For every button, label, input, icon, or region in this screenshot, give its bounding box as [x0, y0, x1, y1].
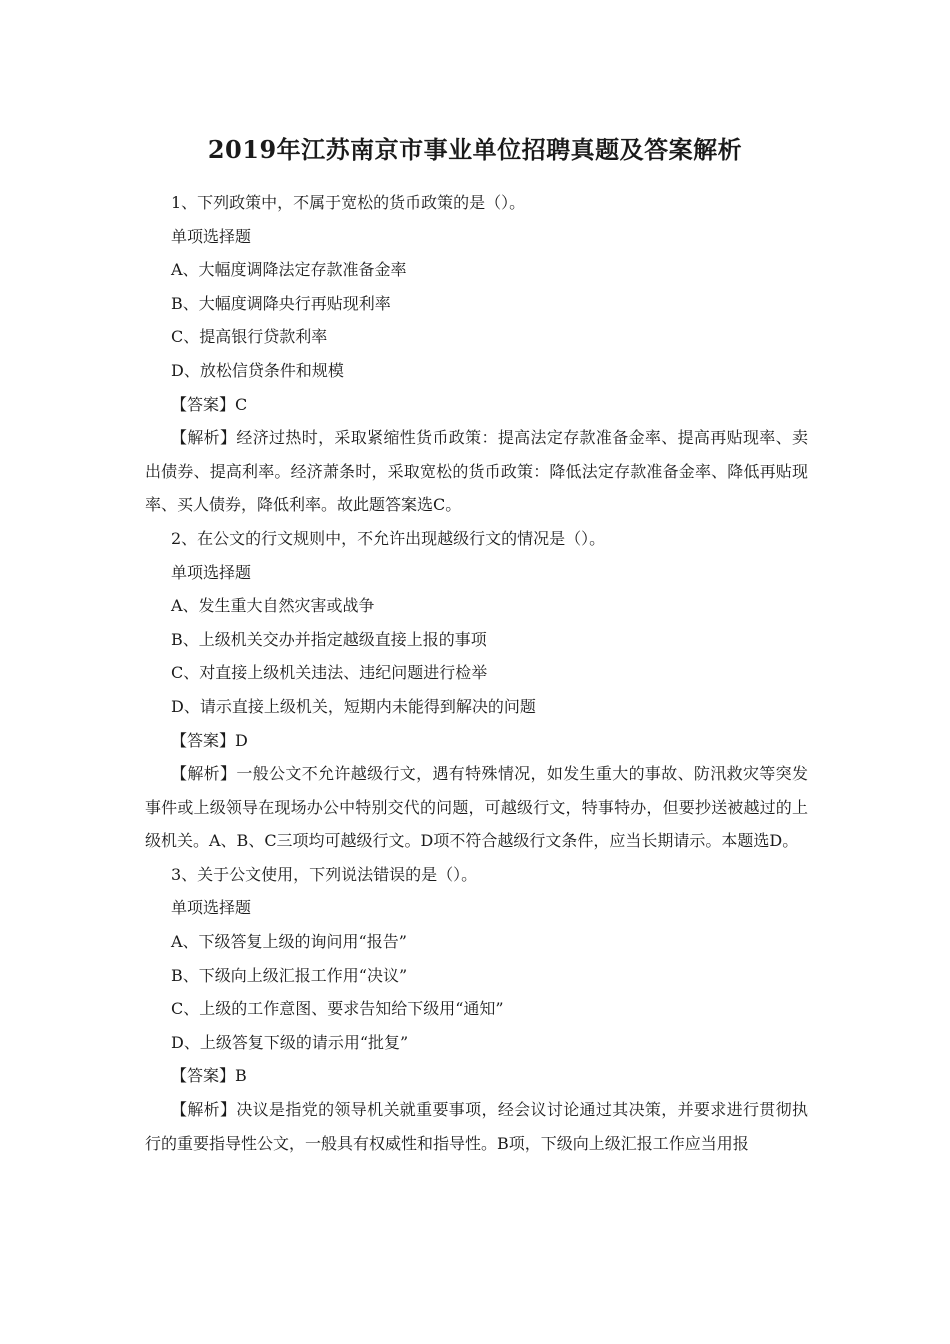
option-d: D、上级答复下级的请示用“批复”: [171, 1032, 409, 1052]
question-stem: 3、关于公文使用，下列说法错误的是（）。: [171, 864, 478, 884]
question-block: [145, 858, 808, 1160]
question-stem: 2、在公文的行文规则中，不允许出现越级行文的情况是（）。: [171, 528, 606, 548]
answer: 【答案】B: [171, 1066, 247, 1086]
option-b: B、下级向上级汇报工作用“决议”: [171, 965, 408, 985]
question-type: 单项选择题: [171, 562, 252, 582]
question-type: 单项选择题: [171, 898, 252, 918]
analysis: 【解析】决议是指党的领导机关就重要事项，经会议讨论通过其决策，并要求进行贯彻执行的重要指导性公文，一般具有权威性和指导性。B项，下级向上级汇报工作应当用报: [145, 1100, 808, 1153]
question-block: [145, 186, 808, 522]
option-a: A、下级答复上级的询问用“报告”: [171, 932, 407, 952]
question-stem: 1、下列政策中，不属于宽松的货币政策的是（）。: [171, 193, 526, 212]
option-c: C、上级的工作意图、要求告知给下级用“通知”: [171, 999, 504, 1019]
answer: 【答案】C: [171, 394, 248, 414]
option-d: D、放松信贷条件和规模: [171, 360, 344, 380]
answer: 【答案】D: [171, 730, 248, 750]
analysis: 【解析】一般公文不允许越级行文，遇有特殊情况，如发生重大的事故、防汛救灾等突发事件或上级领导在现场办公中特别交代的问题，可越级行文，特事特办，但要抄送被越过的上级机关。A、B、C三项均可越级行文。D项不符合越级行文条件，应当长期请示。本题选D。: [145, 764, 808, 851]
option-c: C、对直接上级机关违法、违纪问题进行检举: [171, 663, 488, 683]
analysis: 【解析】经济过热时，采取紧缩性货币政策：提高法定存款准备金率、提高再贴现率、卖出债券、提高利率。经济萧条时，采取宽松的货币政策：降低法定存款准备金率、降低再贴现率、买人债券，降低利率。故此题答案选C。: [145, 428, 808, 515]
question-type: 单项选择题: [171, 226, 252, 246]
document-title: 2019年江苏南京市事业单位招聘真题及答案解析: [207, 135, 743, 164]
document-body: [145, 186, 808, 1160]
option-b: B、大幅度调降央行再贴现利率: [171, 293, 391, 313]
option-a: A、大幅度调降法定存款准备金率: [171, 260, 407, 280]
option-a: A、发生重大自然灾害或战争: [171, 596, 375, 616]
option-d: D、请示直接上级机关，短期内未能得到解决的问题: [171, 696, 536, 716]
option-b: B、上级机关交办并指定越级直接上报的事项: [171, 629, 487, 649]
option-c: C、提高银行贷款利率: [171, 327, 328, 347]
question-block: [145, 522, 808, 858]
